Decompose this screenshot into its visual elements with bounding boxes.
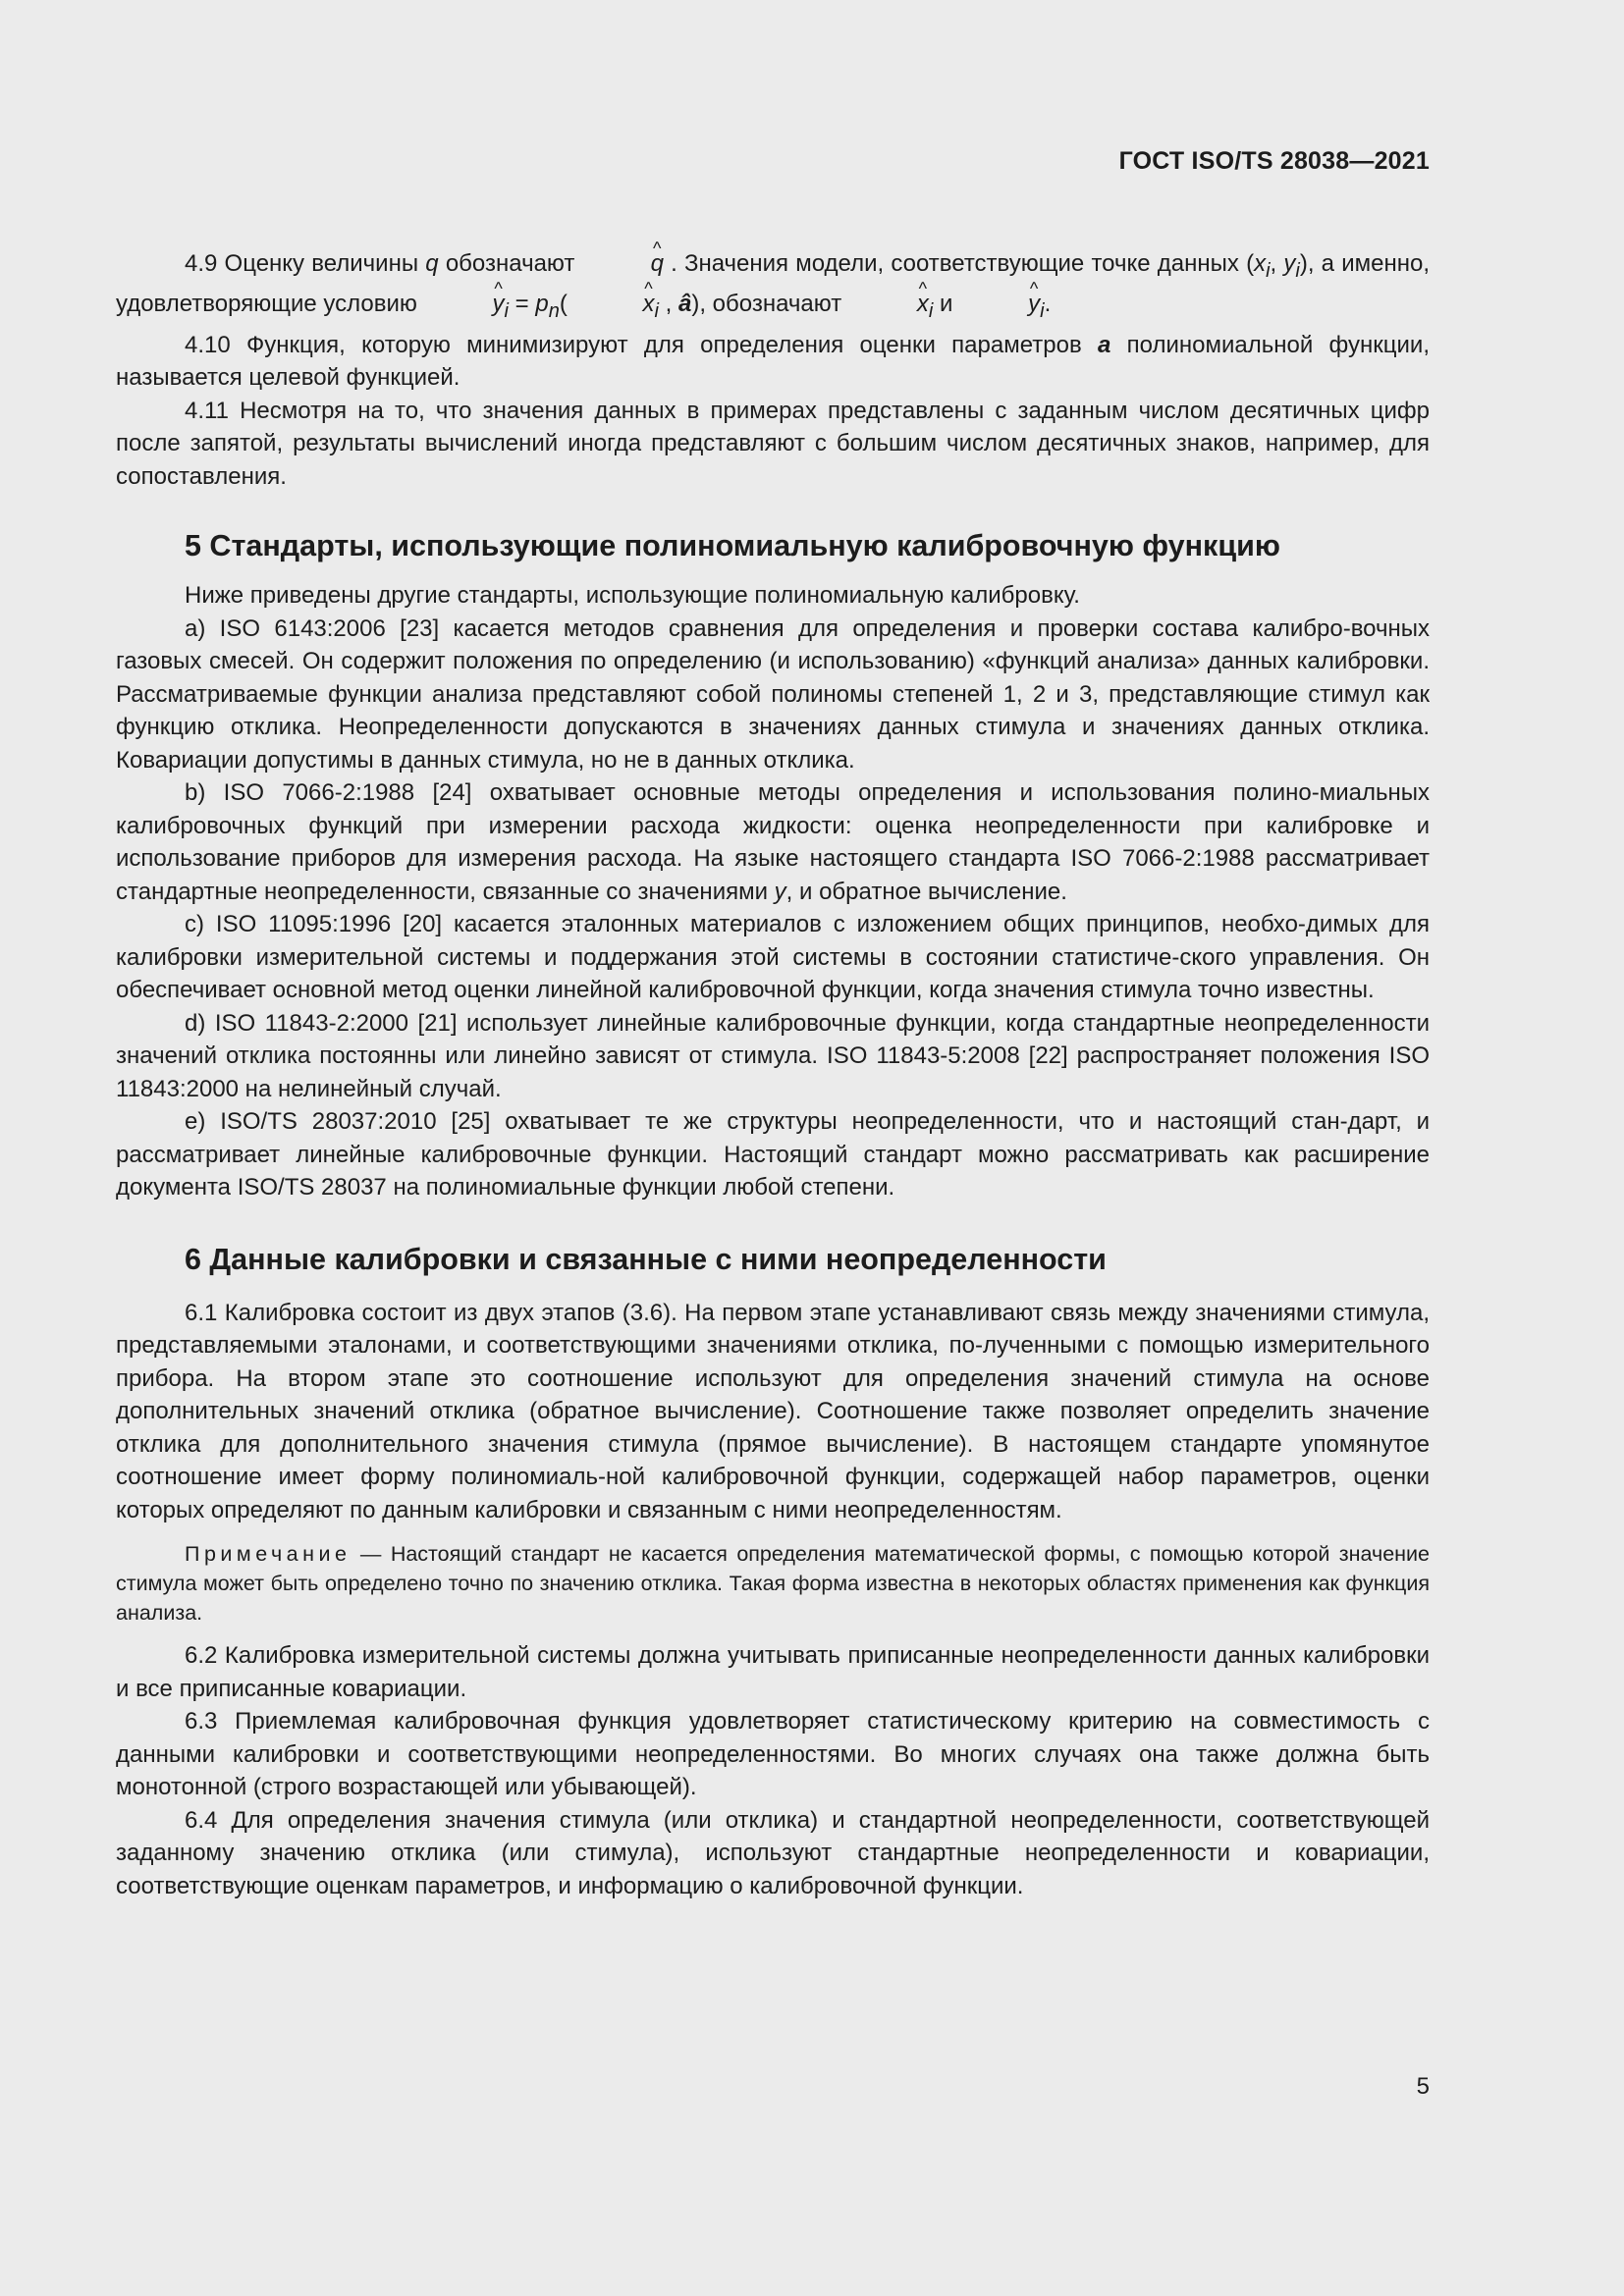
section-5-heading: 5 Стандарты, использующие полиномиальную калибровочную функцию bbox=[185, 529, 1280, 563]
paragraph-6-1: 6.1 Калибровка состоит из двух этапов (3.6). На первом этапе устанавливают связь между значениями стимула, представляемыми эталонами, и соответствующими значениями отклика, по-лученными с помощью измерительного прибора. На втором этапе это соотношение используют для определения значений стимула на основе дополнительных значений отклика (обратное вычисление). Соотношение также позволяет определить значение отклика для дополнительного значения стимула (прямое вычисление). В настоящем стандарте упомянутое соотношение имеет форму полиномиаль-ной калибровочной функции, содержащей набор параметров, оценки которых определяют по данным калибровки и связанным с ними неопределенностям. bbox=[116, 1299, 1430, 1523]
paragraph-6-3: 6.3 Приемлемая калибровочная функция удовлетворяет статистическому критерию на совместимость с данными калибровки и соответствующими неопределенностями. Во многих случаях она также должна быть монотонной (строго возрастающей или убывающей). bbox=[116, 1708, 1430, 1801]
document-body bbox=[116, 247, 1430, 1902]
page-number: 5 bbox=[1416, 2073, 1430, 2100]
note: Примечание — Настоящий стандарт не касается определения математической формы, с помощью которой значение стимула может быть определено точно по значению отклика. Такая форма известна в некоторых областях применения как функция анализа. bbox=[116, 1542, 1430, 1626]
section-5-intro: Ниже приведены другие стандарты, использующие полиномиальную калибровку. bbox=[185, 582, 1080, 610]
list-item-e: e) ISO/TS 28037:2010 [25] охватывает те же структуры неопределенности, что и настоящий стан-дарт, и рассматривает линейные калибровочные функции. Настоящий стандарт можно рассматривать как расширение документа ISO/TS 28037 на полиномиальные функции любой степени. bbox=[116, 1108, 1430, 1201]
section-6-heading: 6 Данные калибровки и связанные с ними неопределенности bbox=[185, 1242, 1107, 1276]
list-item-a: a) ISO 6143:2006 [23] касается методов сравнения для определения и проверки состава калибро-вочных газовых смесей. Он содержит положения по определению (и использованию) «функций анализа» данных калибровки. Рассматриваемые функции анализа представляют собой полиномы степеней 1, 2 и 3, представляющие стимул как функцию отклика. Неопределенности допускаются в значениях данных стимула и значениях данных отклика. Ковариации допустимы в данных стимула, но не в данных отклика. bbox=[116, 614, 1430, 774]
paragraph-4-11: 4.11 Несмотря на то, что значения данных в примерах представлены с заданным числом десятичных цифр после запятой, результаты вычислений иногда представляют с большим числом десятичных знаков, например, для сопоставления. bbox=[116, 397, 1430, 490]
list-item-c: c) ISO 11095:1996 [20] касается эталонных материалов с изложением общих принципов, необхо-димых для калибровки измерительной системы и поддержания этой системы в состоянии статистиче-ского управления. Он обеспечивает основной метод оценки линейной калибровочной функции, когда значения стимула точно известны. bbox=[116, 911, 1430, 1004]
note-label: Примечание bbox=[185, 1542, 352, 1567]
list-item-b: b) ISO 7066-2:1988 [24] охватывает основные методы определения и использования полино-миальных калибровочных функций при измерении расхода жидкости: оценка неопределенности при калибровке и использование приборов для измерения расхода. На языке настоящего стандарта ISO 7066-2:1988 рассматривает стандартные неопределенности, связанные со значениями y, и обратное вычисление. bbox=[116, 779, 1430, 905]
paragraph-6-4: 6.4 Для определения значения стимула (или отклика) и стандартной неопределенности, соответствующей заданному значению отклика (или стимула), используют стандартные неопределенности и ковариации, соответствующие оценкам параметров, и информацию о калибровочной функции. bbox=[116, 1806, 1430, 1899]
paragraph-4-9: 4.9 Оценку величины q обозначают ^ q . Значения модели, соответствующие точке данных ($x_i$, $y_i$), а именно, удовлетворяющие условию ^ $y_i = p_n$( ^ $x_i$ , â), обозначают ^ $x_i$ и ^ $y_i$. bbox=[116, 247, 1430, 329]
paragraph-6-2: 6.2 Калибровка измерительной системы должна учитывать приписанные неопределенности данных калибровки и все приписанные ковариации. bbox=[116, 1642, 1430, 1702]
paragraph-4-10: 4.10 Функция, которую минимизируют для определения оценки параметров a полиномиальной функции, называется целевой функцией. bbox=[116, 331, 1431, 392]
document-header: ГОСТ ISO/TS 28038—2021 bbox=[1118, 147, 1430, 175]
q-hat-symbol: ^ q bbox=[582, 247, 664, 281]
list-item-d: d) ISO 11843-2:2000 [21] использует линейные калибровочные функции, когда стандартные неопределенности значений отклика постоянны или линейно зависят от стимула. ISO 11843-5:2008 [22] распространяет положения ISO 11843:2000 на нелинейный случай. bbox=[116, 1009, 1430, 1102]
